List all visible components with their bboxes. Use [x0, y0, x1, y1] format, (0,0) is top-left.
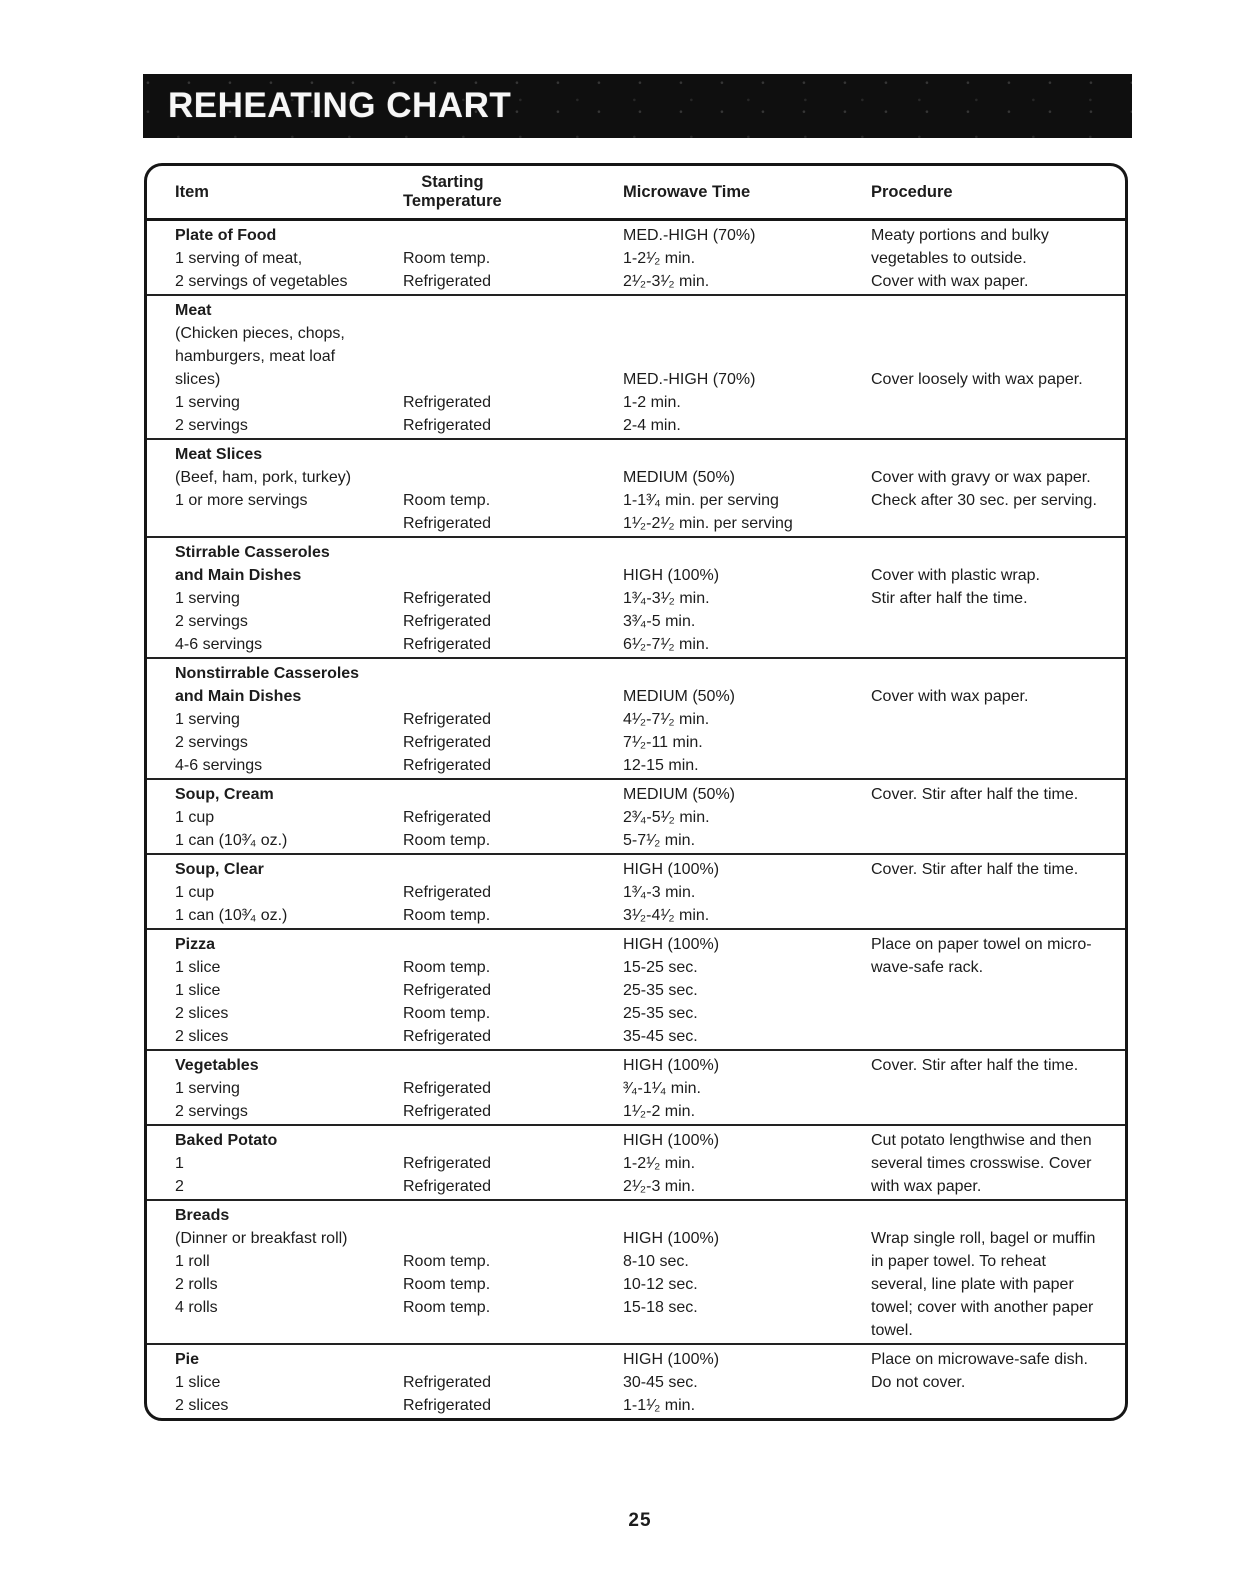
item-cell: 1 cup — [175, 809, 215, 826]
time-cell: 1-1³⁄₄ min. per serving — [623, 492, 779, 509]
temp-cell: Refrigerated — [403, 1374, 492, 1391]
item-cell: (Chicken pieces, chops, — [175, 325, 345, 342]
temp-cell: Refrigerated — [403, 1028, 492, 1045]
item-cell: 2 servings of vegetables — [175, 273, 348, 290]
temp-cell: Room temp. — [403, 1299, 491, 1316]
item-cell: Pizza — [175, 936, 216, 953]
table-row — [147, 633, 1125, 656]
page-title: REHEATING CHART — [168, 86, 512, 125]
table-section-soup-clear — [147, 853, 1125, 928]
time-cell: MEDIUM (50%) — [623, 786, 736, 803]
table-row — [147, 806, 1125, 829]
procedure-cell: Cover. Stir after half the time. — [871, 786, 1079, 803]
time-cell: MEDIUM (50%) — [623, 469, 736, 486]
time-cell: HIGH (100%) — [623, 1351, 720, 1368]
item-cell — [147, 1319, 403, 1342]
procedure-cell: with wax paper. — [871, 1178, 982, 1195]
temp-cell — [403, 1348, 623, 1371]
section-title-banner — [143, 74, 1132, 138]
temp-cell — [403, 564, 623, 587]
item-cell: 1 cup — [175, 884, 215, 901]
time-cell: 4¹⁄₂-7¹⁄₂ min. — [623, 711, 710, 728]
item-cell: Plate of Food — [175, 227, 277, 244]
table-header-row — [147, 166, 1125, 221]
temp-cell: Room temp. — [403, 250, 491, 267]
item-cell: 1 or more servings — [175, 492, 308, 509]
time-cell: 35-45 sec. — [623, 1028, 698, 1045]
procedure-cell: vegetables to outside. — [871, 250, 1027, 267]
table-row — [147, 1175, 1125, 1198]
table-row — [147, 1273, 1125, 1296]
procedure-cell — [871, 541, 1125, 564]
table-row — [147, 1204, 1125, 1227]
time-cell — [623, 345, 871, 368]
temp-cell: Refrigerated — [403, 1103, 492, 1120]
item-cell — [147, 512, 403, 535]
time-cell: HIGH (100%) — [623, 1057, 720, 1074]
table-section-nonstirrable-casseroles — [147, 657, 1125, 778]
table-row — [147, 322, 1125, 345]
table-section-pie — [147, 1343, 1125, 1418]
temp-cell — [403, 368, 623, 391]
item-cell: 2 slices — [175, 1005, 229, 1022]
temp-cell: Refrigerated — [403, 636, 492, 653]
table-row — [147, 299, 1125, 322]
column-header-item: Item — [175, 182, 209, 201]
procedure-cell: Cover. Stir after half the time. — [871, 1057, 1079, 1074]
procedure-cell: Wrap single roll, bagel or muffin — [871, 1230, 1096, 1247]
procedure-cell: Cover with gravy or wax paper. — [871, 469, 1091, 486]
temp-cell: Refrigerated — [403, 590, 492, 607]
item-cell: Soup, Clear — [175, 861, 264, 878]
item-cell: and Main Dishes — [175, 688, 302, 705]
time-cell: 12-15 min. — [623, 757, 699, 774]
temp-cell — [403, 541, 623, 564]
item-cell: 1 — [175, 1155, 184, 1172]
time-cell: 1¹⁄₂-2 min. — [623, 1103, 696, 1120]
table-row — [147, 512, 1125, 535]
table-row — [147, 443, 1125, 466]
table-row — [147, 270, 1125, 293]
procedure-cell — [871, 979, 1125, 1002]
table-row — [147, 1296, 1125, 1319]
item-cell: 2 servings — [175, 613, 248, 630]
temp-cell: Refrigerated — [403, 515, 492, 532]
table-row — [147, 904, 1125, 927]
temp-cell: Refrigerated — [403, 757, 492, 774]
item-cell: Nonstirrable Casseroles — [175, 665, 360, 682]
temp-cell: Refrigerated — [403, 1397, 492, 1414]
temp-cell: Refrigerated — [403, 394, 492, 411]
item-cell: (Dinner or breakfast roll) — [175, 1230, 348, 1247]
time-cell: HIGH (100%) — [623, 936, 720, 953]
time-cell — [623, 443, 871, 466]
table-row — [147, 391, 1125, 414]
procedure-cell: Check after 30 sec. per serving. — [871, 492, 1097, 509]
procedure-cell: Cover with plastic wrap. — [871, 567, 1040, 584]
procedure-cell: wave-safe rack. — [871, 959, 984, 976]
item-cell: Pie — [175, 1351, 200, 1368]
item-cell: 1 serving of meat, — [175, 250, 303, 267]
table-row — [147, 368, 1125, 391]
temp-cell: Refrigerated — [403, 711, 492, 728]
temp-cell: Refrigerated — [403, 613, 492, 630]
procedure-cell: Cover. Stir after half the time. — [871, 861, 1079, 878]
item-cell: 4-6 servings — [175, 636, 263, 653]
table-row — [147, 783, 1125, 806]
table-row — [147, 829, 1125, 852]
reheating-chart-table — [144, 163, 1128, 1421]
column-header-temperature: Temperature — [403, 192, 502, 210]
procedure-cell — [871, 754, 1125, 777]
procedure-cell: several, line plate with paper — [871, 1276, 1074, 1293]
procedure-cell — [871, 806, 1125, 829]
table-row — [147, 587, 1125, 610]
table-section-breads — [147, 1199, 1125, 1343]
procedure-cell — [871, 731, 1125, 754]
temp-cell: Room temp. — [403, 832, 491, 849]
table-row — [147, 933, 1125, 956]
table-row — [147, 1002, 1125, 1025]
item-cell: 2 slices — [175, 1028, 229, 1045]
temp-cell: Refrigerated — [403, 1178, 492, 1195]
table-row — [147, 979, 1125, 1002]
time-cell: 2³⁄₄-5¹⁄₂ min. — [623, 809, 710, 826]
procedure-cell: Cover loosely with wax paper. — [871, 371, 1083, 388]
time-cell: 7¹⁄₂-11 min. — [623, 734, 703, 751]
time-cell: ³⁄₄-1¹⁄₄ min. — [623, 1080, 701, 1097]
procedure-cell — [871, 512, 1125, 535]
item-cell: and Main Dishes — [175, 567, 302, 584]
procedure-cell: Cover with wax paper. — [871, 688, 1029, 705]
procedure-cell — [871, 1077, 1125, 1100]
procedure-cell: Cover with wax paper. — [871, 273, 1029, 290]
procedure-cell — [871, 904, 1125, 927]
time-cell: 1-1¹⁄₂ min. — [623, 1397, 696, 1414]
item-cell: 4 rolls — [175, 1299, 218, 1316]
temp-cell — [403, 1054, 623, 1077]
temp-cell — [403, 466, 623, 489]
table-row — [147, 224, 1125, 247]
time-cell: 3¹⁄₂-4¹⁄₂ min. — [623, 907, 710, 924]
procedure-cell — [871, 345, 1125, 368]
procedure-cell: Stir after half the time. — [871, 590, 1028, 607]
item-cell: 1 can (10³⁄₄ oz.) — [175, 907, 288, 924]
table-section-pizza — [147, 928, 1125, 1049]
item-cell: Stirrable Casseroles — [175, 544, 330, 561]
item-cell: slices) — [175, 371, 221, 388]
procedure-cell — [871, 322, 1125, 345]
procedure-cell — [871, 881, 1125, 904]
procedure-cell: Place on microwave-safe dish. — [871, 1351, 1088, 1368]
time-cell — [623, 662, 871, 685]
temp-cell — [403, 299, 623, 322]
temp-cell: Room temp. — [403, 1276, 491, 1293]
temp-cell: Room temp. — [403, 1005, 491, 1022]
procedure-cell — [871, 633, 1125, 656]
time-cell — [623, 322, 871, 345]
item-cell: 1 serving — [175, 394, 240, 411]
temp-cell: Refrigerated — [403, 1155, 492, 1172]
table-row — [147, 1054, 1125, 1077]
time-cell: 15-25 sec. — [623, 959, 698, 976]
item-cell: 1 can (10³⁄₄ oz.) — [175, 832, 288, 849]
time-cell: HIGH (100%) — [623, 1132, 720, 1149]
column-header-starting: Starting — [421, 173, 484, 191]
procedure-cell — [871, 829, 1125, 852]
item-cell: Meat Slices — [175, 446, 263, 463]
temp-cell — [403, 345, 623, 368]
item-cell: hamburgers, meat loaf — [175, 348, 336, 365]
temp-cell — [403, 1319, 623, 1342]
column-header-starting-temperature — [403, 173, 502, 211]
item-cell: 2 servings — [175, 1103, 248, 1120]
time-cell: 1³⁄₄-3¹⁄₂ min. — [623, 590, 710, 607]
item-cell: 2 servings — [175, 417, 248, 434]
table-row — [147, 489, 1125, 512]
procedure-cell — [871, 1394, 1125, 1417]
table-row — [147, 956, 1125, 979]
time-cell: 25-35 sec. — [623, 1005, 698, 1022]
table-row — [147, 1100, 1125, 1123]
item-cell: 1 slice — [175, 959, 221, 976]
table-section-stirrable-casseroles — [147, 536, 1125, 657]
temp-cell: Refrigerated — [403, 417, 492, 434]
time-cell: 8-10 sec. — [623, 1253, 689, 1270]
temp-cell: Room temp. — [403, 1253, 491, 1270]
time-cell: 15-18 sec. — [623, 1299, 698, 1316]
procedure-cell — [871, 443, 1125, 466]
procedure-cell: Meaty portions and bulky — [871, 227, 1049, 244]
item-cell: 4-6 servings — [175, 757, 263, 774]
time-cell: HIGH (100%) — [623, 861, 720, 878]
table-row — [147, 662, 1125, 685]
table-section-soup-cream — [147, 778, 1125, 853]
temp-cell — [403, 443, 623, 466]
procedure-cell: Place on paper towel on micro- — [871, 936, 1092, 953]
temp-cell: Room temp. — [403, 907, 491, 924]
table-row — [147, 1319, 1125, 1342]
time-cell: 1-2¹⁄₂ min. — [623, 250, 696, 267]
temp-cell: Refrigerated — [403, 734, 492, 751]
item-cell: 2 rolls — [175, 1276, 218, 1293]
time-cell: 2¹⁄₂-3 min. — [623, 1178, 696, 1195]
table-section-vegetables — [147, 1049, 1125, 1124]
item-cell: Vegetables — [175, 1057, 259, 1074]
temp-cell: Refrigerated — [403, 1080, 492, 1097]
procedure-cell — [871, 391, 1125, 414]
procedure-cell — [871, 662, 1125, 685]
item-cell: 2 servings — [175, 734, 248, 751]
time-cell: 1-2¹⁄₂ min. — [623, 1155, 696, 1172]
procedure-cell — [871, 1100, 1125, 1123]
item-cell: Baked Potato — [175, 1132, 278, 1149]
temp-cell: Room temp. — [403, 492, 491, 509]
table-body — [147, 221, 1125, 1418]
table-row — [147, 564, 1125, 587]
temp-cell — [403, 662, 623, 685]
temp-cell — [403, 224, 623, 247]
table-row — [147, 1227, 1125, 1250]
time-cell: 1³⁄₄-3 min. — [623, 884, 696, 901]
item-cell: (Beef, ham, pork, turkey) — [175, 469, 352, 486]
item-cell: 2 — [175, 1178, 184, 1195]
temp-cell — [403, 783, 623, 806]
table-row — [147, 754, 1125, 777]
time-cell — [623, 299, 871, 322]
time-cell: HIGH (100%) — [623, 1230, 720, 1247]
time-cell: HIGH (100%) — [623, 567, 720, 584]
temp-cell: Refrigerated — [403, 809, 492, 826]
item-cell: 1 slice — [175, 1374, 221, 1391]
table-row — [147, 541, 1125, 564]
temp-cell — [403, 685, 623, 708]
table-row — [147, 731, 1125, 754]
item-cell: 1 slice — [175, 982, 221, 999]
table-row — [147, 345, 1125, 368]
table-row — [147, 414, 1125, 437]
procedure-cell — [871, 299, 1125, 322]
time-cell: MED.-HIGH (70%) — [623, 227, 756, 244]
item-cell: 1 serving — [175, 711, 240, 728]
procedure-cell — [871, 708, 1125, 731]
time-cell: 1-2 min. — [623, 394, 681, 411]
procedure-cell — [871, 610, 1125, 633]
procedure-cell: Do not cover. — [871, 1374, 966, 1391]
item-cell: Soup, Cream — [175, 786, 274, 803]
time-cell — [623, 1319, 871, 1342]
time-cell — [623, 1204, 871, 1227]
time-cell: 2¹⁄₂-3¹⁄₂ min. — [623, 273, 710, 290]
table-row — [147, 1394, 1125, 1417]
procedure-cell — [871, 414, 1125, 437]
procedure-cell: several times crosswise. Cover — [871, 1155, 1092, 1172]
table-row — [147, 685, 1125, 708]
time-cell: 5-7¹⁄₂ min. — [623, 832, 696, 849]
time-cell: 1¹⁄₂-2¹⁄₂ min. per serving — [623, 515, 793, 532]
table-row — [147, 858, 1125, 881]
table-section-plate-of-food — [147, 221, 1125, 294]
table-row — [147, 1250, 1125, 1273]
item-cell: Breads — [175, 1207, 230, 1224]
item-cell: 2 slices — [175, 1397, 229, 1414]
time-cell: 30-45 sec. — [623, 1374, 698, 1391]
time-cell: 25-35 sec. — [623, 982, 698, 999]
page-number: 25 — [628, 1510, 652, 1531]
temp-cell: Refrigerated — [403, 982, 492, 999]
temp-cell — [403, 858, 623, 881]
temp-cell — [403, 1129, 623, 1152]
table-row — [147, 881, 1125, 904]
time-cell: 3³⁄₄-5 min. — [623, 613, 696, 630]
temp-cell: Refrigerated — [403, 884, 492, 901]
time-cell: MED.-HIGH (70%) — [623, 371, 756, 388]
procedure-cell — [871, 1002, 1125, 1025]
procedure-cell: in paper towel. To reheat — [871, 1253, 1046, 1270]
time-cell: 6¹⁄₂-7¹⁄₂ min. — [623, 636, 710, 653]
table-row — [147, 1129, 1125, 1152]
temp-cell — [403, 322, 623, 345]
temp-cell — [403, 1227, 623, 1250]
procedure-cell: towel; cover with another paper — [871, 1299, 1094, 1316]
table-row — [147, 1371, 1125, 1394]
table-section-baked-potato — [147, 1124, 1125, 1199]
time-cell — [623, 541, 871, 564]
table-row — [147, 708, 1125, 731]
time-cell: 10-12 sec. — [623, 1276, 698, 1293]
column-header-microwave-time: Microwave Time — [623, 182, 751, 201]
procedure-cell — [871, 1025, 1125, 1048]
table-row — [147, 1025, 1125, 1048]
table-section-meat — [147, 294, 1125, 438]
table-row — [147, 1077, 1125, 1100]
column-header-procedure: Procedure — [871, 182, 953, 201]
table-row — [147, 1348, 1125, 1371]
item-cell: 1 serving — [175, 590, 240, 607]
item-cell: 1 roll — [175, 1253, 210, 1270]
temp-cell — [403, 933, 623, 956]
table-row — [147, 466, 1125, 489]
procedure-cell: Cut potato lengthwise and then — [871, 1132, 1092, 1149]
table-row — [147, 247, 1125, 270]
table-section-meat-slices — [147, 438, 1125, 536]
procedure-cell — [871, 1204, 1125, 1227]
time-cell: 2-4 min. — [623, 417, 681, 434]
item-cell: 1 serving — [175, 1080, 240, 1097]
table-row — [147, 610, 1125, 633]
temp-cell — [403, 1204, 623, 1227]
time-cell: MEDIUM (50%) — [623, 688, 736, 705]
temp-cell: Room temp. — [403, 959, 491, 976]
item-cell: Meat — [175, 302, 212, 319]
temp-cell: Refrigerated — [403, 273, 492, 290]
procedure-cell: towel. — [871, 1322, 913, 1339]
table-row — [147, 1152, 1125, 1175]
